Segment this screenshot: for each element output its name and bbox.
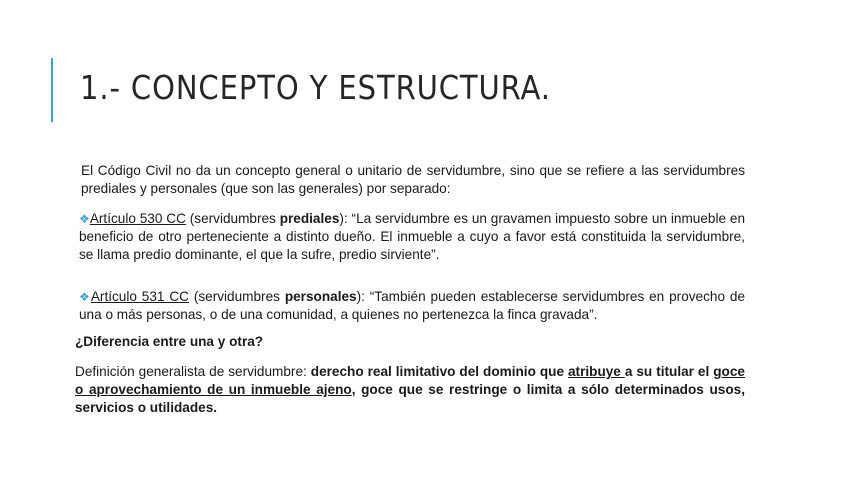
intro-text: El Código Civil no da un concepto general o unitario de servidumbre, sino que se refiere a las servidumbres prediales y personales (que son las generales) por separado: xyxy=(81,163,745,197)
definition-lead: Definición generalista de servidumbre: xyxy=(75,364,311,379)
definition-paragraph xyxy=(75,363,745,418)
diamond-bullet-icon: ❖ xyxy=(79,212,90,226)
intro-paragraph xyxy=(81,162,745,198)
definition-bold-1: derecho real limitativo del dominio que xyxy=(310,364,568,379)
title-accent-bar xyxy=(51,58,53,122)
definition-bold-2: a su titular el xyxy=(624,364,714,379)
definition-underline-2: goce o aprovechamiento de un inmueble ajeno xyxy=(75,364,745,398)
article-530-pre: (servidumbres xyxy=(185,211,280,226)
definition-bold-3: , goce que se restringe o limita a sólo determinados usos, servicios o utilidades. xyxy=(75,382,745,416)
article-530-paragraph xyxy=(79,210,745,265)
article-531-text: ): “También pueden establecerse servidumbres en provecho de una o más personas, o de una comunidad, a quienes no pertenezca la finca gravada”. xyxy=(79,289,746,323)
article-531-bold: personales xyxy=(284,289,357,304)
article-531-pre: (servidumbres xyxy=(188,289,285,304)
question-heading: ¿Diferencia entre una y otra? xyxy=(75,334,264,349)
article-530-text: ): “La servidumbre es un gravamen impuesto sobre un inmueble en beneficio de otro perteneciente a distinto dueño. El inmueble a cuyo a favor está constituida la servidumbre, se llama predio dominante, el que la sufre, predio sirviente”. xyxy=(79,211,746,263)
diamond-bullet-icon: ❖ xyxy=(79,290,91,304)
article-530-link[interactable]: Artículo 530 CC xyxy=(89,211,186,226)
article-530-bold: prediales xyxy=(279,211,340,226)
article-531-paragraph xyxy=(79,288,745,324)
slide-title: 1.- CONCEPTO Y ESTRUCTURA. xyxy=(80,68,551,107)
article-531-link[interactable]: Artículo 531 CC xyxy=(90,289,189,304)
definition-underline-1: atribuye xyxy=(567,364,625,379)
